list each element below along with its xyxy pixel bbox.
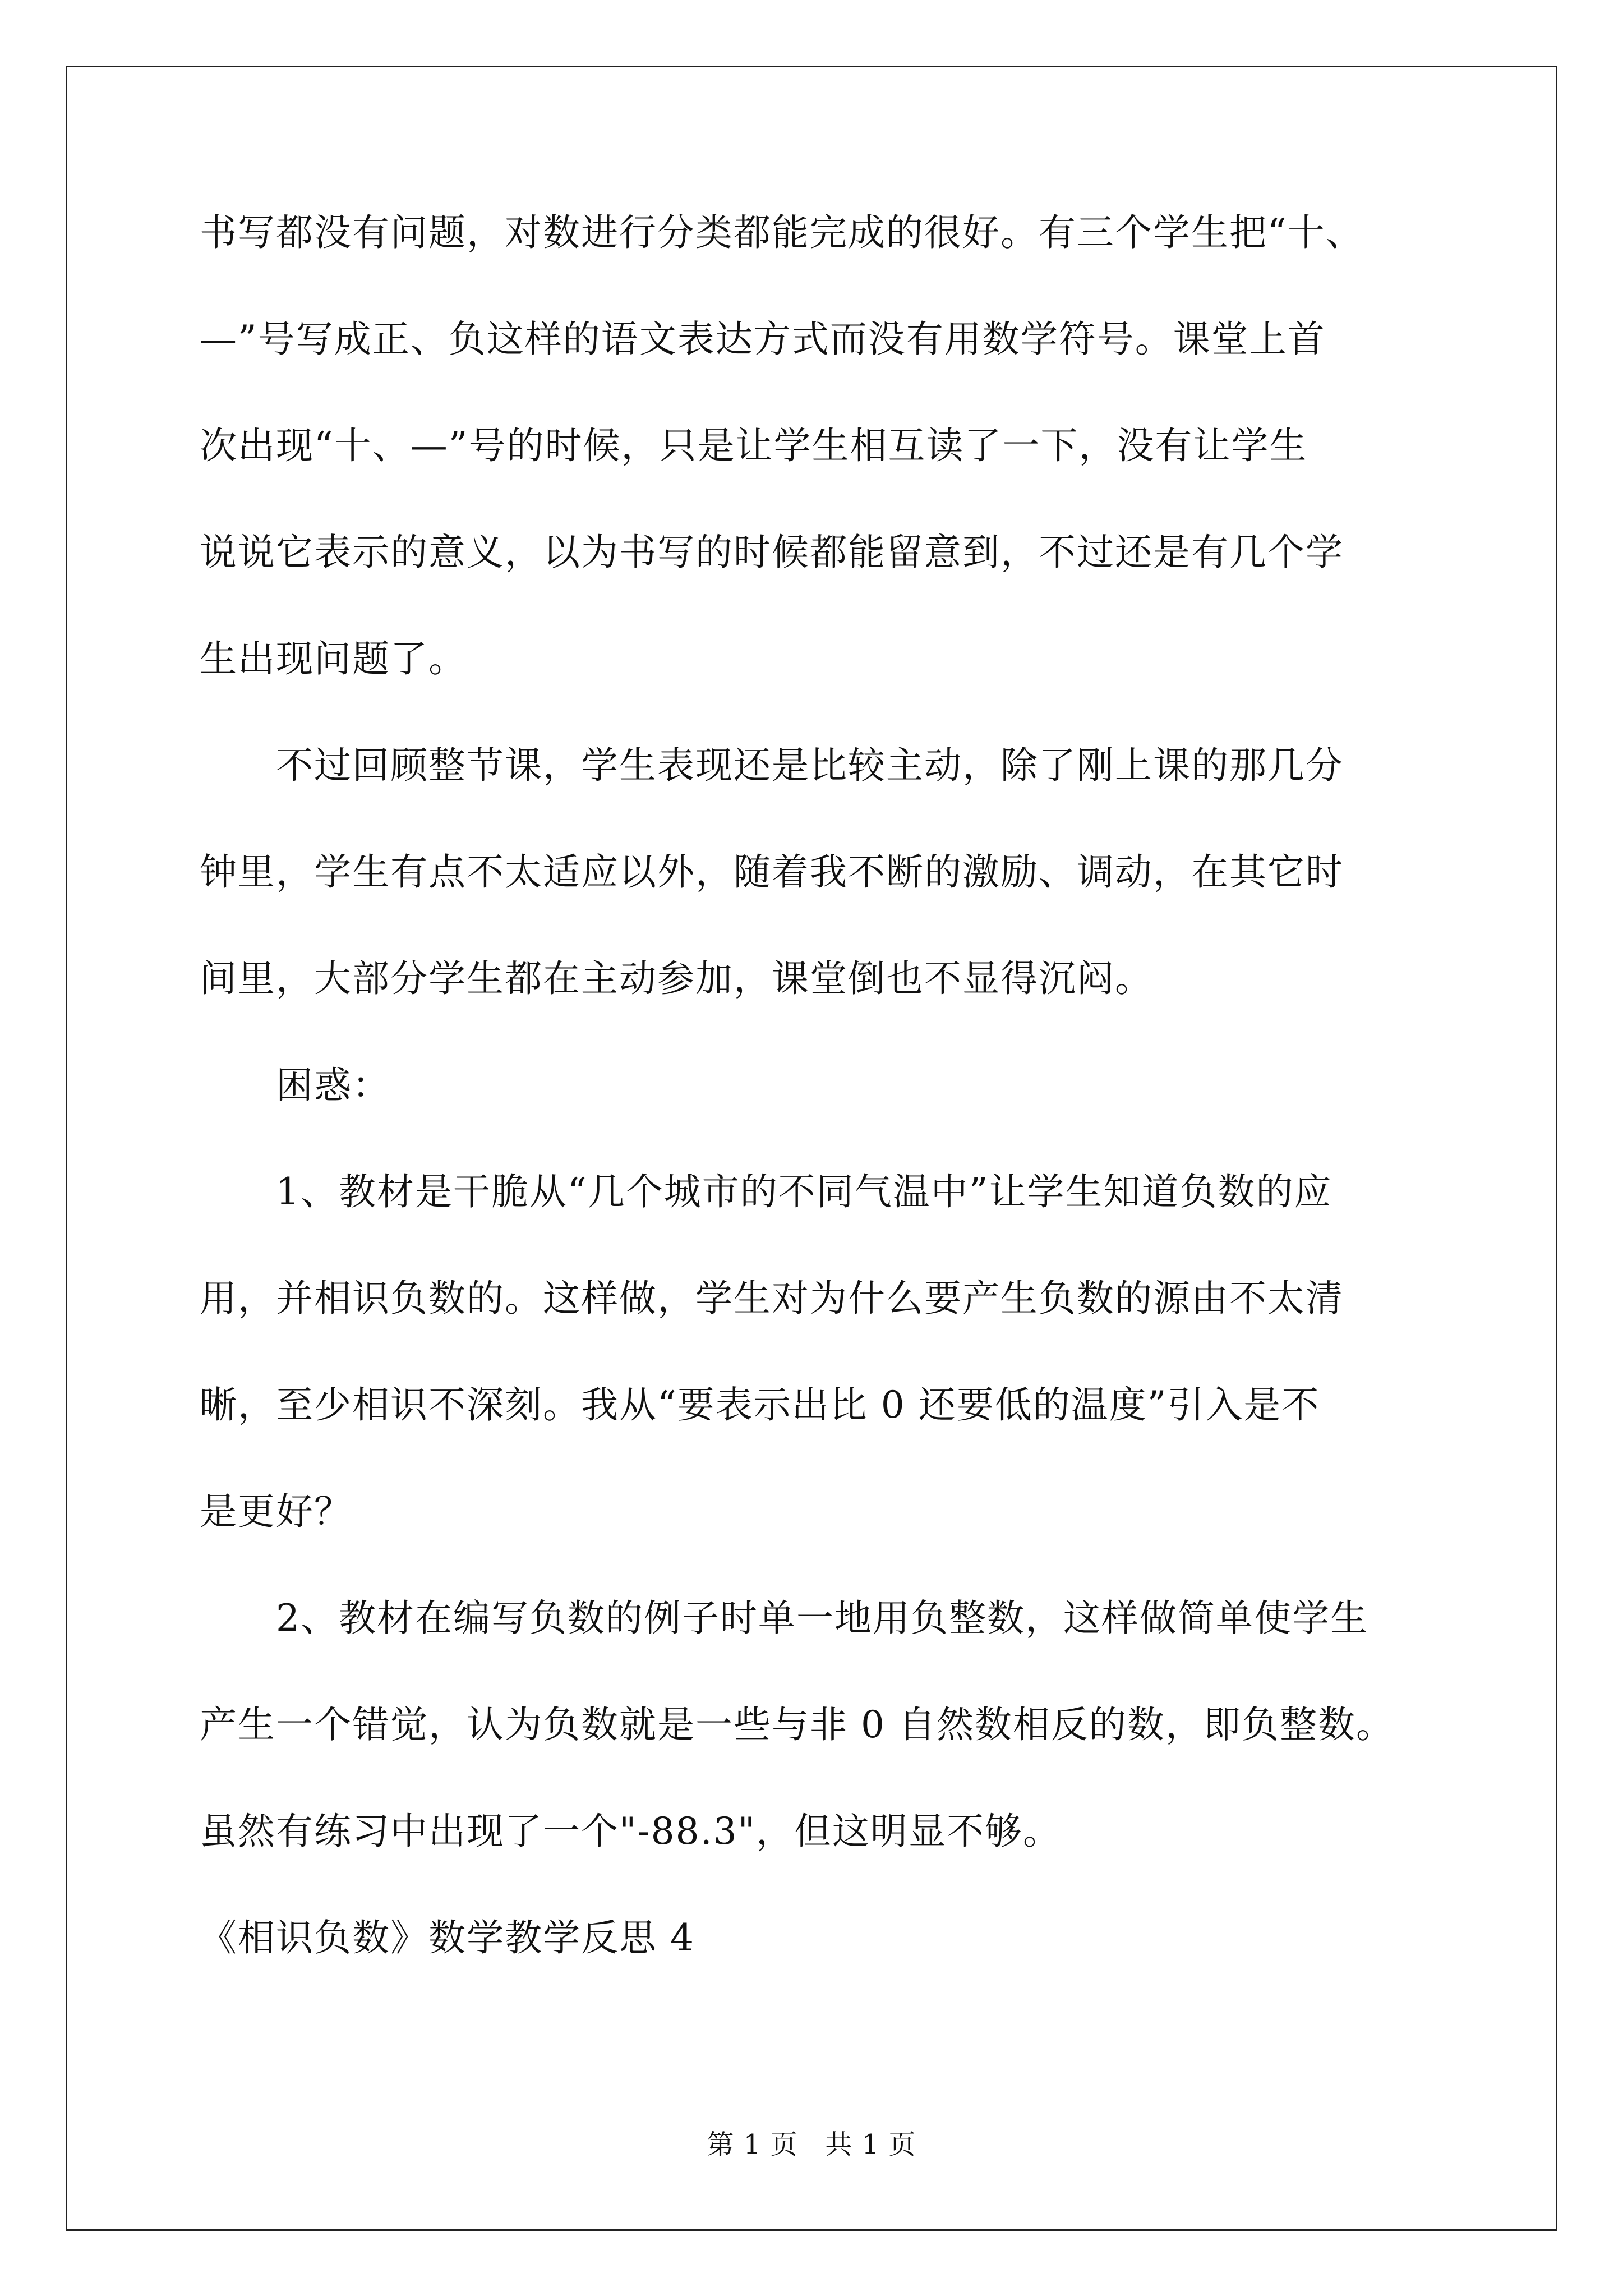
text-line: 说说它表示的意义，以为书写的时候都能留意到，不过还是有几个学 (200, 531, 1344, 574)
page-border (66, 66, 1557, 2231)
text-line: 不过回顾整节课，学生表现还是比较主动，除了刚上课的那几分 (200, 744, 1344, 787)
text-line: 虽然有练习中出现了一个"-88.3"，但这明显不够。 (200, 1810, 1061, 1853)
text-line: 2、教材在编写负数的例子时单一地用负整数，这样做简单使学生 (200, 1596, 1368, 1640)
text-line: 产生一个错觉，认为负数就是一些与非 0 自然数相反的数，即负整数。 (200, 1703, 1394, 1746)
text-line: 次出现“十、—”号的时候，只是让学生相互读了一下，没有让学生 (200, 424, 1308, 467)
text-line: —”号写成正、负这样的语文表达方式而没有用数学符号。课堂上首 (200, 318, 1326, 361)
text-line: 生出现问题了。 (200, 637, 467, 680)
section-heading: 《相识负数》数学教学反思 4 (200, 1916, 695, 1959)
text-line: 1、教材是干脆从“几个城市的不同气温中”让学生知道负数的应 (200, 1170, 1332, 1213)
text-line: 困惑： (200, 1064, 390, 1107)
text-line: 是更好？ (200, 1490, 352, 1533)
text-line: 用，并相识负数的。这样做，学生对为什么要产生负数的源由不太清 (200, 1277, 1344, 1320)
text-line: 书写都没有问题，对数进行分类都能完成的很好。有三个学生把“十、 (200, 211, 1364, 254)
text-line: 晰，至少相识不深刻。我从“要表示出比 0 还要低的温度”引入是不 (200, 1383, 1320, 1427)
text-line: 钟里，学生有点不太适应以外，随着我不断的激励、调动，在其它时 (200, 850, 1344, 894)
page-footer: 第 1 页 共 1 页 (707, 2129, 916, 2160)
text-line: 间里，大部分学生都在主动参加，课堂倒也不显得沉闷。 (200, 957, 1153, 1000)
